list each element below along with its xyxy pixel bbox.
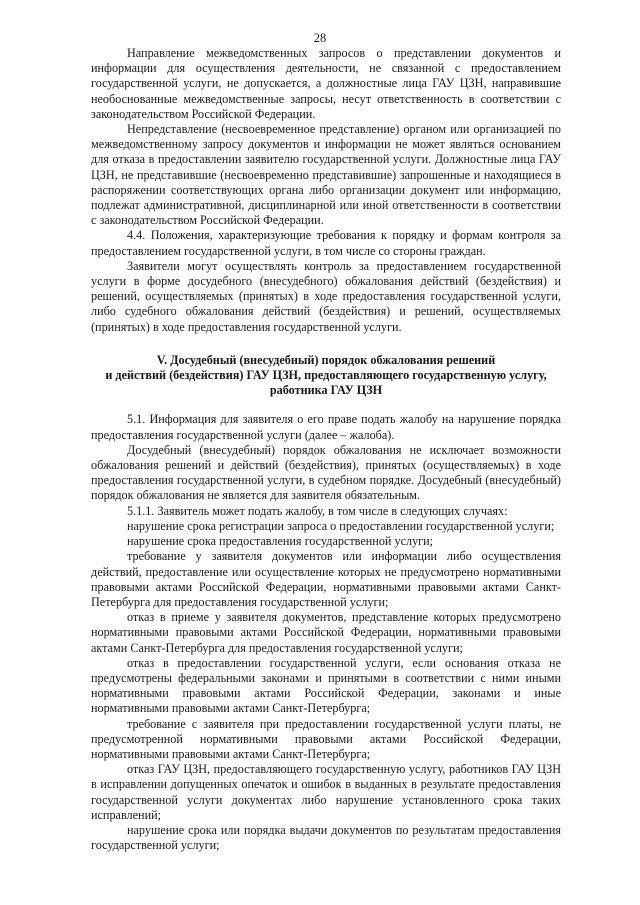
paragraph: 5.1. Информация для заявителя о его праве подать жалобу на нарушение порядка предоставления государственной услуги (далее – жалоба).	[91, 412, 561, 442]
paragraph: Досудебный (внесудебный) порядок обжалования не исключает возможности обжалования решений и действий (бездействия), принятых (осуществляемых) в ходе предоставления государственной услуги, в судебном порядке. Досудебный (внесудебный) порядок обжалования не является для заявителя обязательным.	[91, 442, 561, 503]
paragraph: Направление межведомственных запросов о представлении документов и информации для осуществления деятельности, не связанной с предоставлением государственной услуги, не допускается, а должностные лица ГАУ ЦЗН, направившие необоснованные межведомственные запросы, несут ответственность в соответствии с законодательством Российской Федерации.	[91, 46, 561, 121]
page-number: 28	[313, 31, 327, 45]
document-body	[91, 46, 561, 853]
list-item: отказ в приеме у заявителя документов, представление которых предусмотрено нормативными правовыми актами Российской Федерации, нормативными правовыми актами Санкт-Петербурга для предоставления государственной услуги;	[91, 610, 561, 655]
list-item: отказ в предоставлении государственной услуги, если основания отказа не предусмотрены федеральными законами и принятыми в соответствии с ними иными нормативными правовыми актами Российской Федерации, законами и иные нормативными правовыми актами Санкт-Петербурга;	[91, 655, 561, 716]
section-heading-line: работника ГАУ ЦЗН	[269, 383, 383, 398]
paragraph: 4.4. Положения, характеризующие требования к порядку и формам контроля за предоставлением государственной услуги, в том числе со стороны граждан.	[91, 228, 561, 258]
paragraph: Заявители могут осуществлять контроль за предоставлением государственной услуги в форме досудебного (внесудебного) обжалования действий (бездействия) и решений, осуществляемых (принятых) в ходе предоставления государственной услуги, либо судебного обжалования действий (бездействия) и решений, осуществляемых (принятых) в ходе предоставления государственной услуги.	[91, 258, 561, 334]
list-item: нарушение срока или порядка выдачи документов по результатам предоставления государственной услуги;	[91, 822, 561, 853]
list-item: требование с заявителя при предоставлении государственной услуги платы, не предусмотренной нормативными правовыми актами Российской Федерации, нормативными правовыми актами Санкт-Петербурга;	[91, 716, 561, 761]
list-item: нарушение срока регистрации запроса о предоставлении государственной услуги;	[127, 518, 555, 533]
list-item: требование у заявителя документов или информации либо осуществления действий, предоставление или осуществление которых не предусмотрено нормативными правовыми актами Российской Федерации, нормативными правовыми актами Санкт-Петербурга для предоставления государственной услуги;	[91, 549, 561, 609]
section-heading	[91, 353, 561, 399]
section-content	[91, 412, 561, 853]
list-item: отказ ГАУ ЦЗН, предоставляющего государственную услугу, работников ГАУ ЦЗН в исправлении допущенных опечаток и ошибок в выданных в результате предоставления государственной услуги документах либо нарушение установленного срока таких исправлений;	[91, 762, 561, 822]
section-heading-line: и действий (бездействия) ГАУ ЦЗН, предоставляющего государственную услугу,	[105, 368, 547, 383]
list-item: нарушение срока предоставления государственной услуги;	[127, 534, 434, 549]
paragraph: Непредставление (несвоевременное представление) органом или организацией по межведомственному запросу документов и информации не может являться основанием для отказа в предоставлении заявителю государственной услуги. Должностные лица ГАУ ЦЗН, не представившие (несвоевременно представившие) запрошенные и находящиеся в распоряжении соответствующих органа либо организации документ или информацию, подлежат административной, дисциплинарной или иной ответственности в соответствии с законодательством Российской Федерации.	[91, 122, 561, 228]
section-heading-line: V. Досудебный (внесудебный) порядок обжалования решений	[156, 352, 496, 367]
paragraph: 5.1.1. Заявитель может подать жалобу, в том числе в следующих случаях:	[127, 503, 508, 518]
